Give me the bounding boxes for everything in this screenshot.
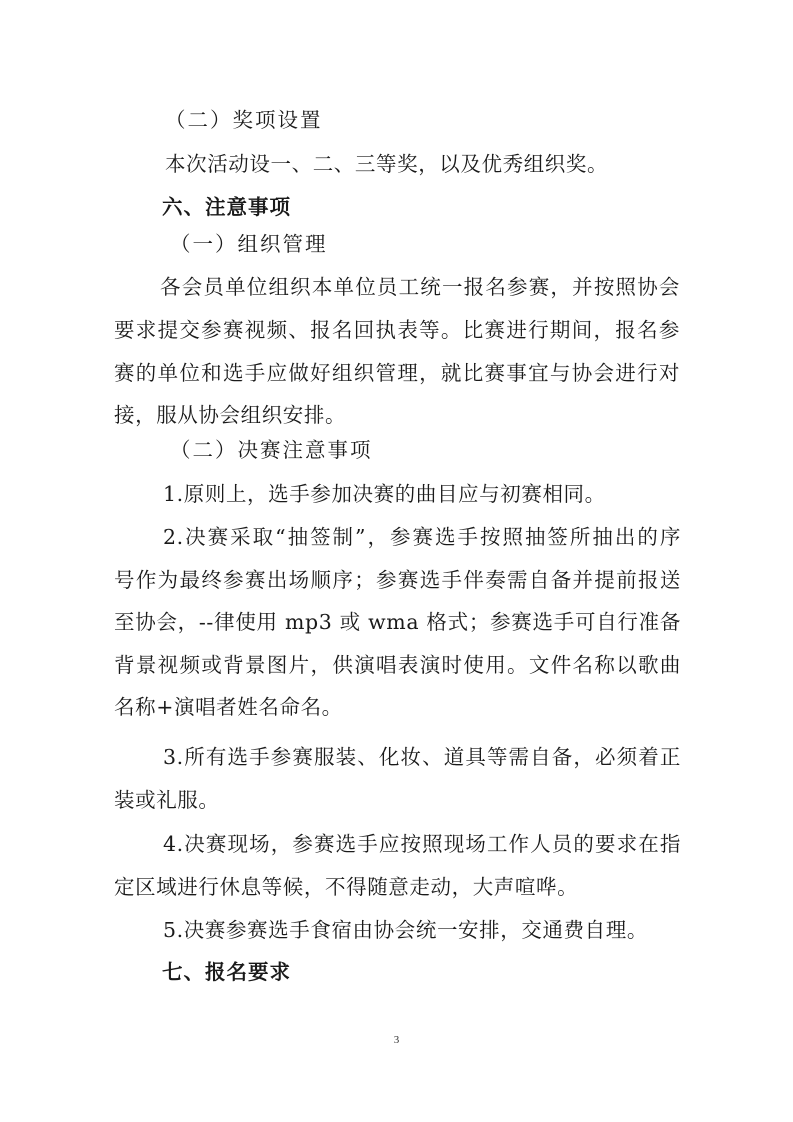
heading-notes: 六、注意事项	[162, 195, 291, 219]
paragraph-organization-line-4: 接，服从协会组织安排。	[114, 403, 347, 427]
paragraph-organization-line-1: 各会员单位组织本单位员工统一报名参赛，并按照协会	[160, 275, 680, 299]
subheading-final-notes: （二）决赛注意事项	[170, 438, 373, 462]
list-item-2-line-1: 2.决赛采取“抽签制”，参赛选手按照抽签所抽出的序	[163, 525, 681, 549]
list-item-2-line-3: 至协会，--律使用 mp3 或 wma 格式；参赛选手可自行准备	[114, 610, 681, 634]
list-item-2-line-2: 号作为最终参赛出场顺序；参赛选手伴奏需自备并提前报送	[114, 568, 681, 592]
list-item-2-line-5: 名称+演唱者姓名命名。	[114, 695, 343, 719]
list-item-5: 5.决赛参赛选手食宿由协会统一安排，交通费自理。	[163, 918, 648, 942]
subheading-organization: （一）组织管理	[170, 232, 328, 256]
list-item-2-line-4: 背景视频或背景图片，供演唱表演时使用。文件名称以歌曲	[114, 653, 681, 677]
list-item-3-line-2: 装或礼服。	[114, 788, 220, 812]
list-item-3-line-1: 3.所有选手参赛服装、化妆、道具等需自备，必须着正	[163, 745, 681, 769]
paragraph-organization-line-2: 要求提交参赛视频、报名回执表等。比赛进行期间，报名参	[114, 318, 680, 342]
paragraph-award-settings: 本次活动设一、二、三等奖，以及优秀组织奖。	[165, 152, 609, 176]
list-item-4-line-1: 4.决赛现场，参赛选手应按照现场工作人员的要求在指	[163, 832, 681, 856]
heading-registration: 七、报名要求	[162, 960, 291, 984]
paragraph-organization-line-3: 赛的单位和选手应做好组织管理，就比赛事宜与协会进行对	[114, 361, 680, 385]
list-item-1: 1.原则上，选手参加决赛的曲目应与初赛相同。	[163, 482, 606, 506]
list-item-4-line-2: 定区域进行休息等候，不得随意走动，大声喧哗。	[114, 875, 579, 899]
page-number: 3	[393, 1034, 400, 1046]
subheading-award-settings: （二）奖项设置	[165, 108, 323, 132]
